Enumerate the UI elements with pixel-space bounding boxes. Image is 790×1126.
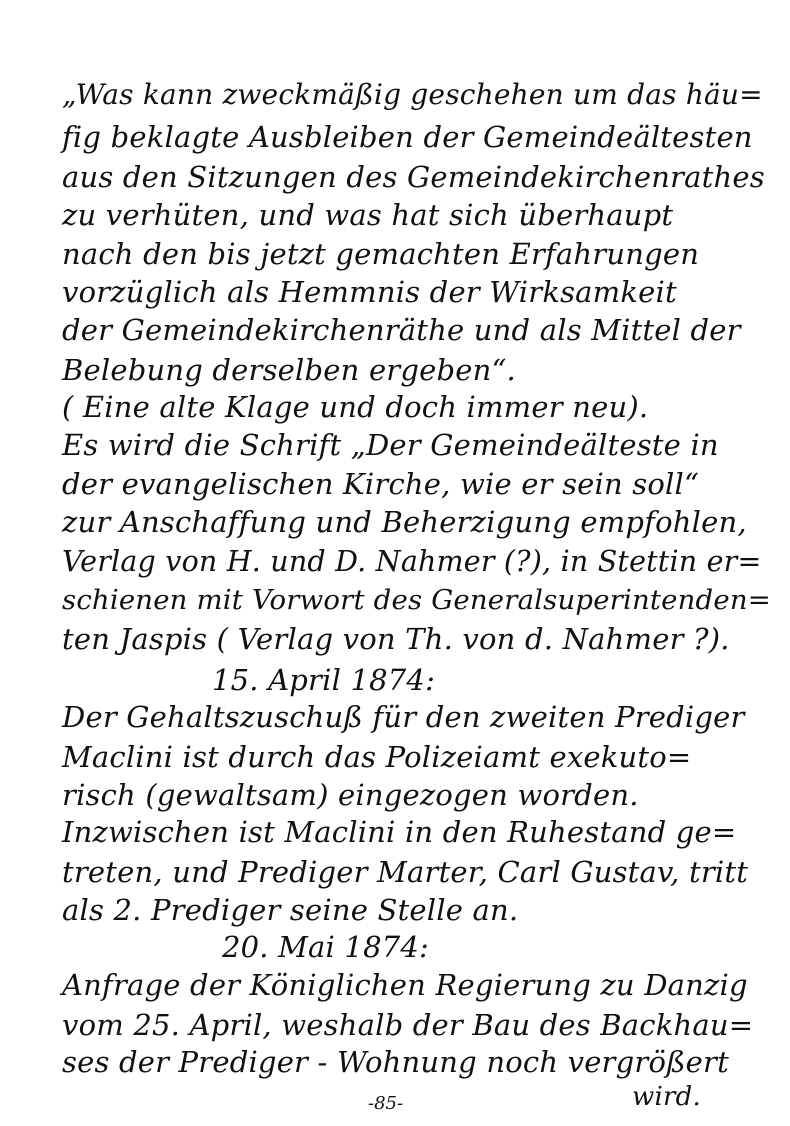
date-heading: 20. Mai 1874: bbox=[222, 930, 429, 964]
text-line: treten, und Prediger Marter, Carl Gustav, tritt bbox=[62, 855, 749, 889]
text-line: der Gemeindekirchenräthe und als Mittel der bbox=[62, 313, 741, 347]
text-line: Anfrage der Königlichen Regierung zu Danzig bbox=[62, 968, 748, 1002]
text-line: nach den bis jetzt gemachten Erfahrungen bbox=[62, 237, 700, 271]
text-line: als 2. Prediger seine Stelle an. bbox=[62, 893, 519, 927]
text-line: ses der Prediger - Wohnung noch vergrößert bbox=[62, 1045, 729, 1079]
text-line: Verlag von H. und D. Nahmer (?), in Stettin er= bbox=[62, 545, 762, 578]
text-line: zu verhüten, und was hat sich überhaupt bbox=[62, 198, 674, 232]
text-line: Maclini ist durch das Polizeiamt exekuto= bbox=[62, 740, 692, 774]
text-line: zur Anschaffung und Beherzigung empfohlen, bbox=[62, 505, 747, 539]
text-line: Belebung derselben ergeben“. bbox=[62, 353, 516, 387]
text-line: der evangelischen Kirche, wie er sein soll“ bbox=[62, 467, 700, 501]
text-line: ( Eine alte Klage und doch immer neu). bbox=[62, 390, 649, 424]
date-heading: 15. April 1874: bbox=[212, 663, 436, 697]
text-line: fig beklagte Ausbleiben der Gemeindeältesten bbox=[62, 120, 753, 154]
text-line: wird. bbox=[632, 1082, 701, 1112]
text-line: ten Jaspis ( Verlag von Th. von d. Nahmer ?). bbox=[62, 622, 730, 656]
text-line: aus den Sitzungen des Gemeindekirchenrathes bbox=[62, 160, 765, 194]
text-line: Der Gehaltszuschuß für den zweiten Prediger bbox=[62, 700, 745, 734]
text-line: vorzüglich als Hemmnis der Wirksamkeit bbox=[62, 275, 677, 309]
text-line: schienen mit Vorwort des Generalsuperintenden= bbox=[62, 584, 771, 616]
text-line: „Was kann zweckmäßig geschehen um das häu= bbox=[62, 78, 763, 111]
text-line: Inzwischen ist Maclini in den Ruhestand ge= bbox=[62, 815, 737, 849]
text-line: risch (gewaltsam) eingezogen worden. bbox=[62, 778, 639, 812]
page-number: -85- bbox=[368, 1093, 404, 1114]
text-line: Es wird die Schrift „Der Gemeindeälteste in bbox=[62, 428, 719, 462]
text-line: vom 25. April, weshalb der Bau des Backhau= bbox=[62, 1008, 754, 1042]
